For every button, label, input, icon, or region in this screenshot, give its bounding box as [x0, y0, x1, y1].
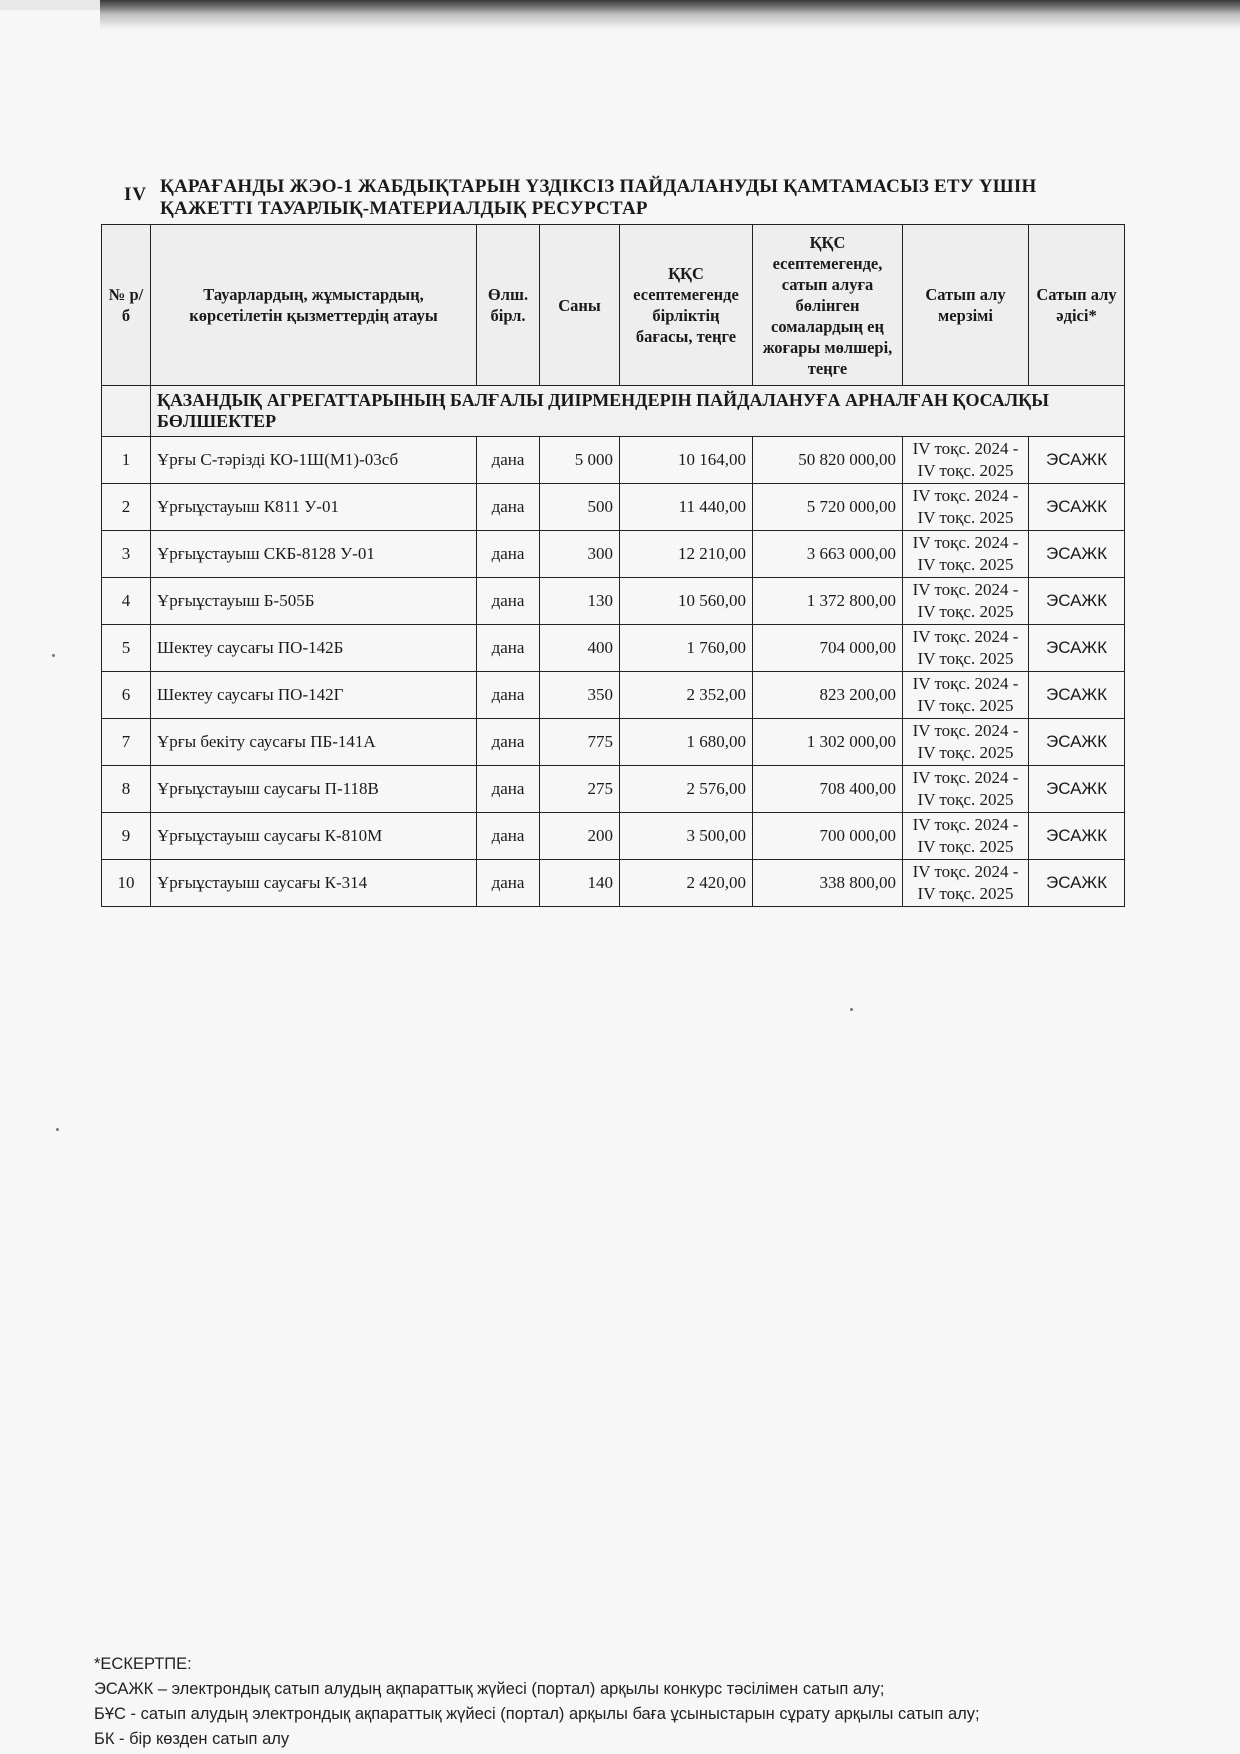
- procurement-method-cell: ЭСАЖК: [1029, 625, 1125, 672]
- term-end: IV тоқс. 2025: [917, 837, 1014, 856]
- item-name: Ұрғыұстауыш К811 У-01: [151, 484, 477, 531]
- header-sum: ҚҚС есептемегенде, сатып алуға бөлінген сомалардың ең жоғары мөлшері, теңге: [753, 225, 903, 386]
- footnote-line: БҰС - сатып алудың электрондық ақпараттық жүйесі (портал) арқылы баға ұсыныстарын сұрату арқылы сатып алу;: [94, 1705, 980, 1723]
- header-unit: Өлш. бірл.: [477, 225, 540, 386]
- procurement-term-cell: [903, 578, 1029, 625]
- row-number: 3: [102, 531, 151, 578]
- procurement-term-cell: [903, 531, 1029, 578]
- unit-cell: дана: [477, 484, 540, 531]
- subsection-row: [102, 386, 1125, 437]
- total-sum-cell: 50 820 000,00: [753, 437, 903, 484]
- procurement-method-cell: ЭСАЖК: [1029, 578, 1125, 625]
- row-number: 1: [102, 437, 151, 484]
- total-sum-cell: 338 800,00: [753, 860, 903, 907]
- procurement-method-cell: ЭСАЖК: [1029, 719, 1125, 766]
- item-name: Ұрғыұстауыш саусағы К-810М: [151, 813, 477, 860]
- unit-cell: дана: [477, 719, 540, 766]
- row-number: 6: [102, 672, 151, 719]
- procurement-term-cell: [903, 813, 1029, 860]
- row-number: 5: [102, 625, 151, 672]
- footnotes: [94, 1652, 1214, 1752]
- quantity-cell: 500: [540, 484, 620, 531]
- header-qty: Саны: [540, 225, 620, 386]
- term-start: IV тоқс. 2024 -: [912, 768, 1019, 787]
- procurement-method-cell: ЭСАЖК: [1029, 813, 1125, 860]
- section-title: ҚАРАҒАНДЫ ЖЭО-1 ЖАБДЫҚТАРЫН ҮЗДІКСІЗ ПАЙДАЛАНУДЫ ҚАМТАМАСЫЗ ЕТУ ҮШІН ҚАЖЕТТІ ТАУАРЛЫҚ-МАТЕРИАЛДЫҚ РЕСУРСТАР: [160, 176, 1037, 219]
- item-name: Ұрғыұстауыш Б-505Б: [151, 578, 477, 625]
- total-sum-cell: 823 200,00: [753, 672, 903, 719]
- procurement-term-cell: [903, 672, 1029, 719]
- row-number: 8: [102, 766, 151, 813]
- footnote-line: БК - бір көзден сатып алу: [94, 1730, 290, 1748]
- table-row: [102, 766, 1125, 813]
- procurement-term-cell: [903, 437, 1029, 484]
- procurement-term-cell: [903, 719, 1029, 766]
- item-name: Ұрғы бекіту саусағы ПБ-141А: [151, 719, 477, 766]
- table-header-row: [102, 225, 1125, 386]
- footnote-heading: *ЕСКЕРТПЕ:: [94, 1655, 192, 1673]
- table-row: [102, 437, 1125, 484]
- term-start: IV тоқс. 2024 -: [912, 721, 1019, 740]
- total-sum-cell: 704 000,00: [753, 625, 903, 672]
- quantity-cell: 400: [540, 625, 620, 672]
- header-num: № р/б: [102, 225, 151, 386]
- term-end: IV тоқс. 2025: [917, 508, 1014, 527]
- subsection-blank-cell: [102, 386, 151, 437]
- procurement-method-cell: ЭСАЖК: [1029, 484, 1125, 531]
- term-start: IV тоқс. 2024 -: [912, 674, 1019, 693]
- item-name: Ұрғыұстауыш саусағы К-314: [151, 860, 477, 907]
- unit-price-cell: 1 760,00: [620, 625, 753, 672]
- section-number: IV: [124, 184, 148, 205]
- procurement-table: [101, 224, 1125, 907]
- term-end: IV тоқс. 2025: [917, 790, 1014, 809]
- quantity-cell: 140: [540, 860, 620, 907]
- unit-price-cell: 2 576,00: [620, 766, 753, 813]
- term-start: IV тоқс. 2024 -: [912, 439, 1019, 458]
- total-sum-cell: 5 720 000,00: [753, 484, 903, 531]
- term-end: IV тоқс. 2025: [917, 602, 1014, 621]
- unit-cell: дана: [477, 860, 540, 907]
- unit-cell: дана: [477, 437, 540, 484]
- term-end: IV тоқс. 2025: [917, 884, 1014, 903]
- term-start: IV тоқс. 2024 -: [912, 862, 1019, 881]
- term-start: IV тоқс. 2024 -: [912, 533, 1019, 552]
- total-sum-cell: 1 302 000,00: [753, 719, 903, 766]
- term-end: IV тоқс. 2025: [917, 743, 1014, 762]
- quantity-cell: 275: [540, 766, 620, 813]
- unit-cell: дана: [477, 625, 540, 672]
- table-row: [102, 531, 1125, 578]
- unit-price-cell: 3 500,00: [620, 813, 753, 860]
- total-sum-cell: 1 372 800,00: [753, 578, 903, 625]
- row-number: 10: [102, 860, 151, 907]
- table-row: [102, 578, 1125, 625]
- procurement-method-cell: ЭСАЖК: [1029, 531, 1125, 578]
- table-row: [102, 719, 1125, 766]
- table-row: [102, 860, 1125, 907]
- term-end: IV тоқс. 2025: [917, 461, 1014, 480]
- procurement-term-cell: [903, 484, 1029, 531]
- item-name: Ұрғы С-тәрізді КО-1Ш(М1)-03сб: [151, 437, 477, 484]
- term-start: IV тоқс. 2024 -: [912, 486, 1019, 505]
- unit-cell: дана: [477, 578, 540, 625]
- table-row: [102, 625, 1125, 672]
- term-start: IV тоқс. 2024 -: [912, 627, 1019, 646]
- unit-cell: дана: [477, 813, 540, 860]
- item-name: Ұрғыұстауыш саусағы П-118В: [151, 766, 477, 813]
- row-number: 2: [102, 484, 151, 531]
- quantity-cell: 200: [540, 813, 620, 860]
- quantity-cell: 5 000: [540, 437, 620, 484]
- unit-cell: дана: [477, 531, 540, 578]
- term-end: IV тоқс. 2025: [917, 696, 1014, 715]
- scan-edge-top: [100, 0, 1240, 30]
- unit-cell: дана: [477, 766, 540, 813]
- item-name: Ұрғыұстауыш СКБ-8128 У-01: [151, 531, 477, 578]
- table-row: [102, 484, 1125, 531]
- total-sum-cell: 708 400,00: [753, 766, 903, 813]
- footnote-line: ЭСАЖК – электрондық сатып алудың ақпараттық жүйесі (портал) арқылы конкурс тәсілімен сатып алу;: [94, 1680, 885, 1698]
- scan-speck: [850, 1008, 853, 1011]
- item-name: Шектеу саусағы ПО-142Б: [151, 625, 477, 672]
- quantity-cell: 775: [540, 719, 620, 766]
- unit-price-cell: 10 164,00: [620, 437, 753, 484]
- procurement-term-cell: [903, 766, 1029, 813]
- table-row: [102, 672, 1125, 719]
- scan-speck: [56, 1128, 59, 1131]
- header-term: Сатып алу мерзімі: [903, 225, 1029, 386]
- quantity-cell: 130: [540, 578, 620, 625]
- item-name: Шектеу саусағы ПО-142Г: [151, 672, 477, 719]
- unit-price-cell: 2 420,00: [620, 860, 753, 907]
- header-method: Сатып алу әдісі*: [1029, 225, 1125, 386]
- unit-price-cell: 12 210,00: [620, 531, 753, 578]
- quantity-cell: 350: [540, 672, 620, 719]
- procurement-term-cell: [903, 625, 1029, 672]
- row-number: 7: [102, 719, 151, 766]
- procurement-method-cell: ЭСАЖК: [1029, 860, 1125, 907]
- unit-cell: дана: [477, 672, 540, 719]
- scan-speck: [52, 654, 55, 657]
- term-start: IV тоқс. 2024 -: [912, 815, 1019, 834]
- unit-price-cell: 2 352,00: [620, 672, 753, 719]
- term-start: IV тоқс. 2024 -: [912, 580, 1019, 599]
- term-end: IV тоқс. 2025: [917, 649, 1014, 668]
- row-number: 9: [102, 813, 151, 860]
- term-end: IV тоқс. 2025: [917, 555, 1014, 574]
- unit-price-cell: 1 680,00: [620, 719, 753, 766]
- row-number: 4: [102, 578, 151, 625]
- total-sum-cell: 700 000,00: [753, 813, 903, 860]
- procurement-method-cell: ЭСАЖК: [1029, 672, 1125, 719]
- table-row: [102, 813, 1125, 860]
- header-name: Тауарлардың, жұмыстардың, көрсетілетін қызметтердің атауы: [151, 225, 477, 386]
- scan-edge-left: [0, 0, 100, 10]
- quantity-cell: 300: [540, 531, 620, 578]
- unit-price-cell: 11 440,00: [620, 484, 753, 531]
- unit-price-cell: 10 560,00: [620, 578, 753, 625]
- procurement-term-cell: [903, 860, 1029, 907]
- header-price: ҚҚС есептемегенде бірліктің бағасы, теңге: [620, 225, 753, 386]
- subsection-title: ҚАЗАНДЫҚ АГРЕГАТТАРЫНЫҢ БАЛҒАЛЫ ДИІРМЕНДЕРІН ПАЙДАЛАНУҒА АРНАЛҒАН ҚОСАЛҚЫ БӨЛШЕКТЕР: [151, 386, 1125, 437]
- total-sum-cell: 3 663 000,00: [753, 531, 903, 578]
- procurement-method-cell: ЭСАЖК: [1029, 766, 1125, 813]
- procurement-method-cell: ЭСАЖК: [1029, 437, 1125, 484]
